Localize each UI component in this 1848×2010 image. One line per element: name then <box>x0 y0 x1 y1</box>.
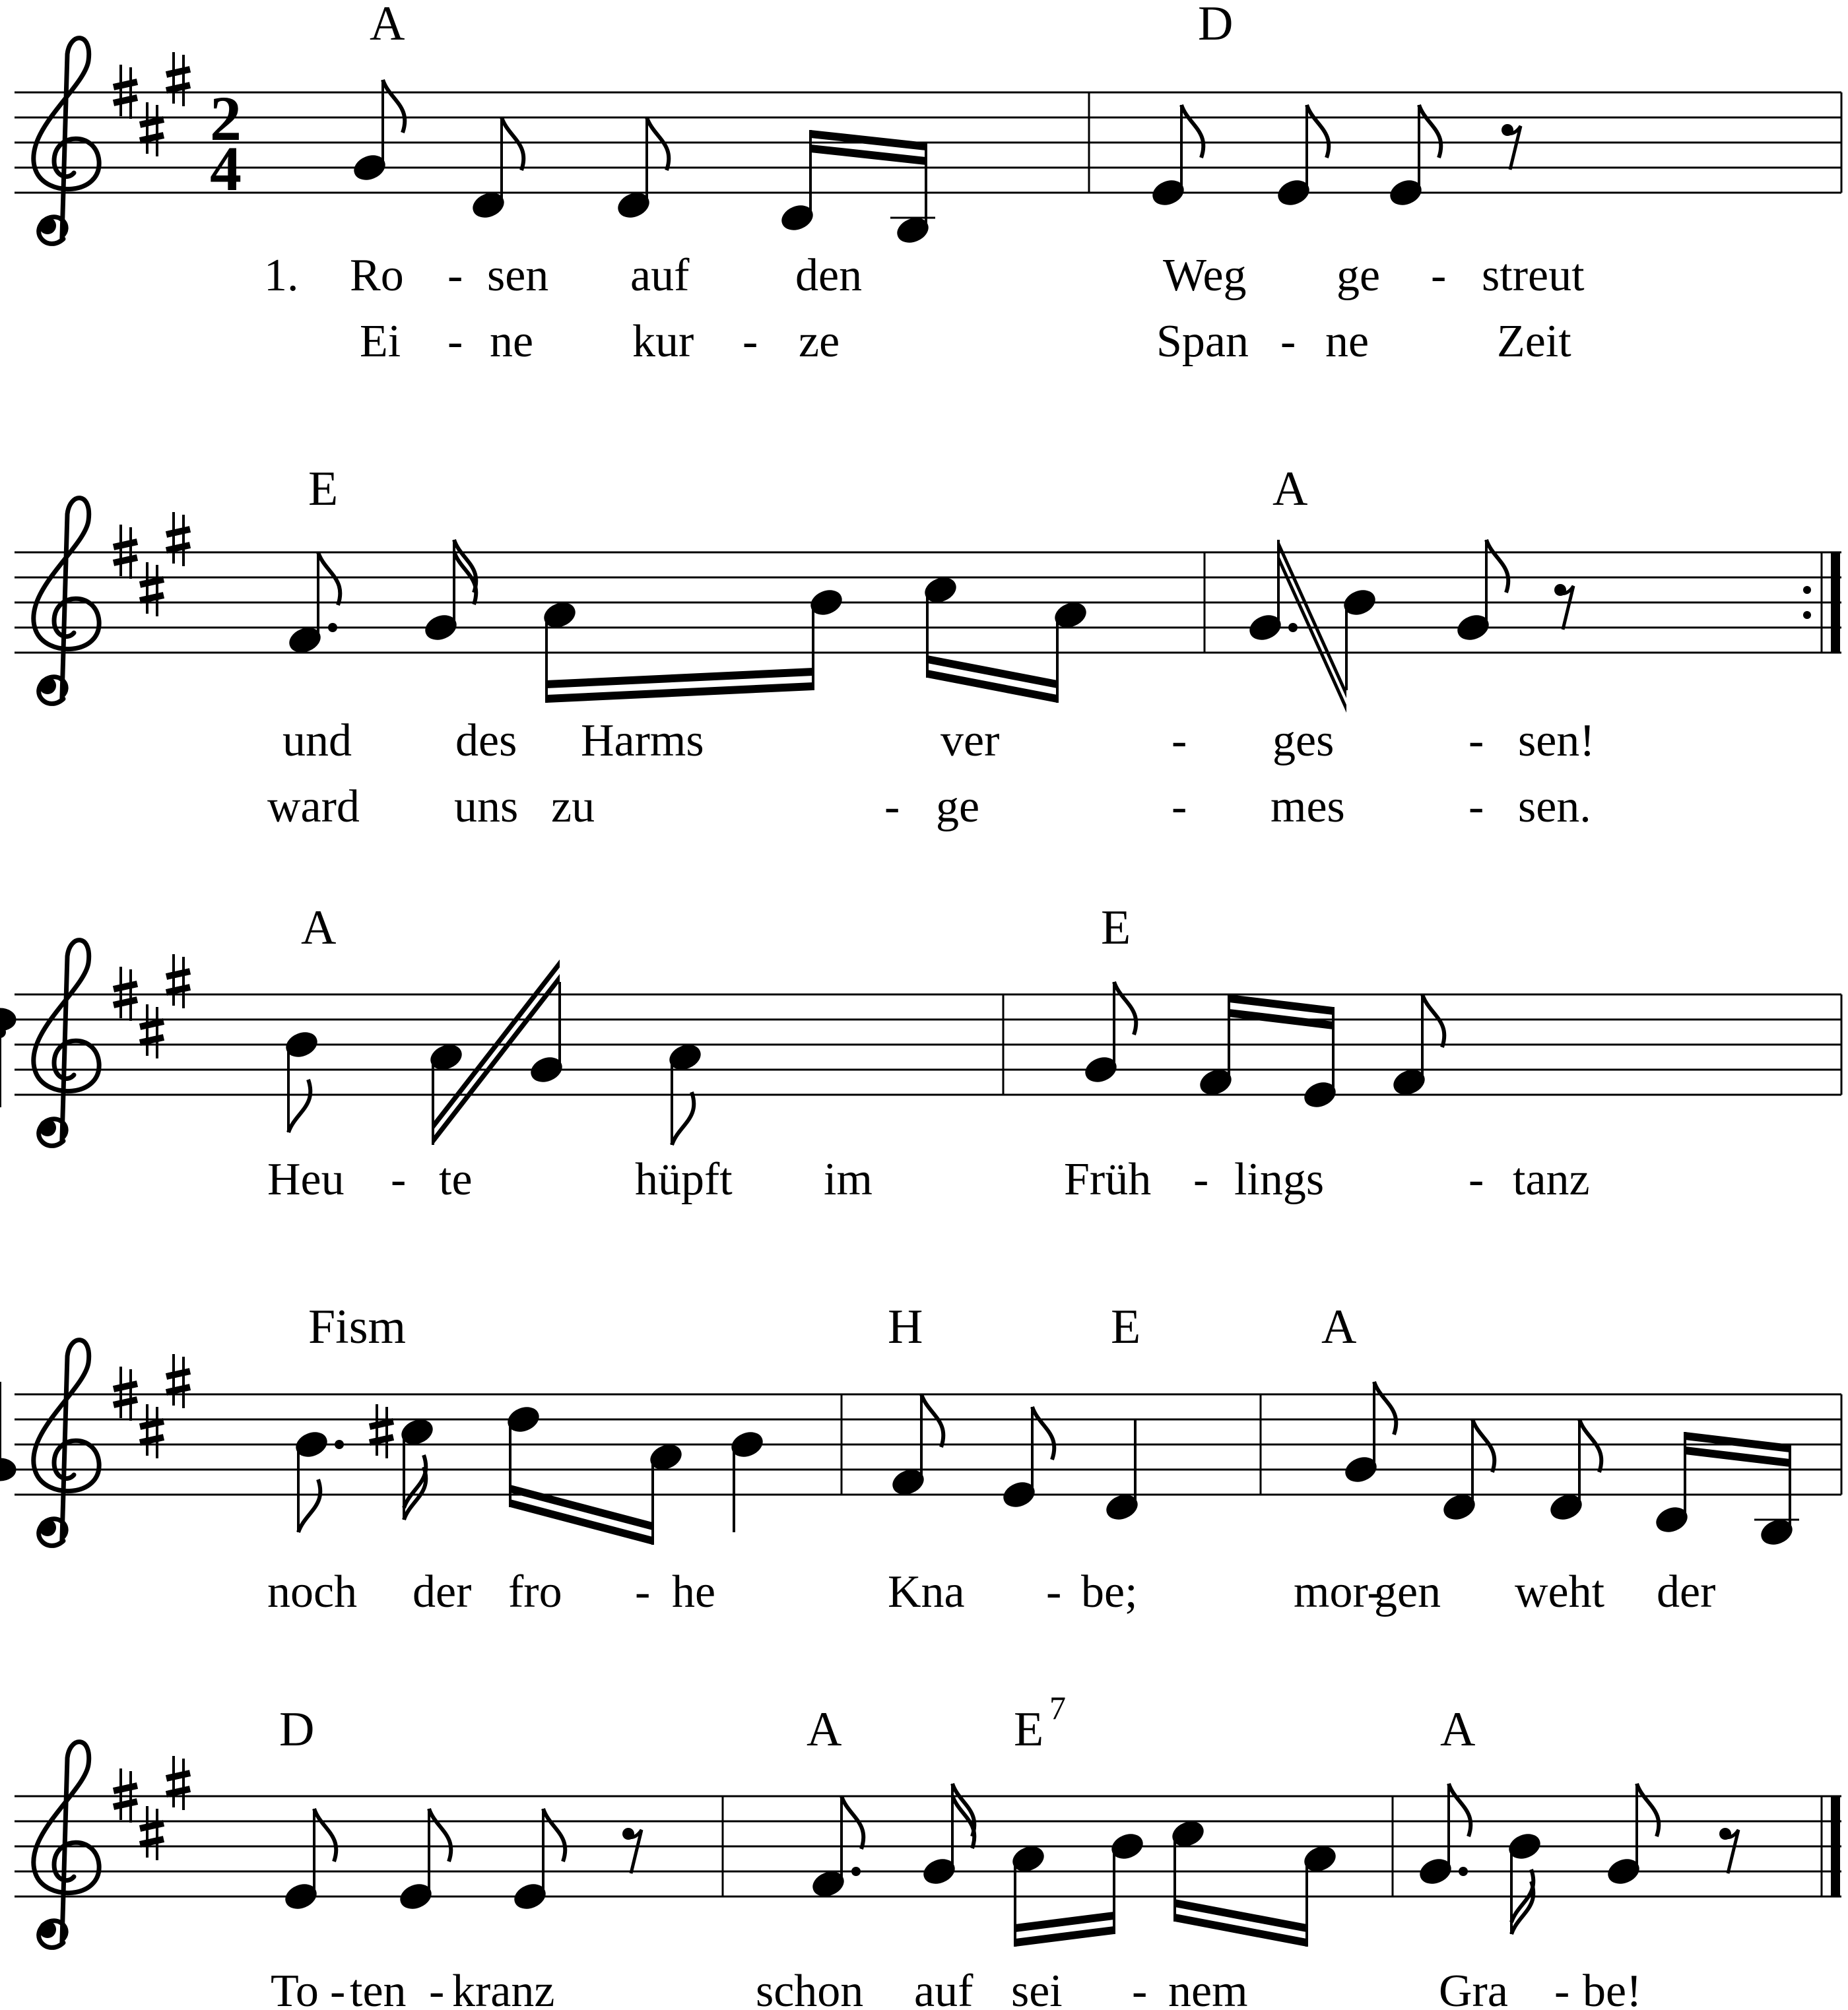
lyric-verse-number: 1. <box>264 250 299 301</box>
key-signature-sharp <box>140 1806 164 1860</box>
lyric-syllable: sen <box>487 250 549 301</box>
lyric-syllable: ne <box>1325 316 1370 367</box>
note <box>1104 1419 1140 1522</box>
lyric-hyphen: - <box>1468 781 1484 832</box>
note-flag <box>647 117 669 170</box>
clef-dot <box>39 677 56 694</box>
note-flag <box>1637 1784 1659 1836</box>
note <box>1247 540 1298 643</box>
chord-symbol: E <box>1014 1702 1044 1757</box>
lyric-syllable: Früh <box>1064 1154 1152 1205</box>
note <box>1441 1419 1495 1522</box>
lyric-syllable: hüpft <box>635 1154 733 1205</box>
note-flag <box>1374 1382 1396 1435</box>
lyric-syllable: kranz <box>452 1966 555 2010</box>
note <box>1507 1831 1543 1934</box>
lyric-hyphen: - <box>1468 1154 1484 1205</box>
beam <box>1175 1899 1307 1947</box>
note <box>648 1442 684 1545</box>
rest-stem <box>1721 1830 1738 1873</box>
lyric-hyphen: - <box>1468 715 1484 766</box>
beam <box>810 130 926 165</box>
chord-symbol: E <box>1111 1300 1141 1354</box>
treble-clef <box>34 1742 99 1948</box>
clef-stroke <box>34 1340 99 1546</box>
lyric-syllable: mor- <box>1294 1567 1383 1617</box>
lyric-syllable: ze <box>799 316 840 367</box>
chord-symbol: D <box>279 1702 315 1757</box>
note <box>1109 1831 1146 1934</box>
note-flag <box>921 1394 943 1447</box>
lyric-syllable: sei <box>1011 1966 1063 2010</box>
sharp-bar <box>114 1786 137 1791</box>
lyric-syllable: ges <box>1272 715 1335 766</box>
sharp-bar <box>114 1000 137 1005</box>
augmentation-dot <box>1288 623 1298 632</box>
chord-symbol: D <box>1198 0 1234 51</box>
clef-stroke <box>34 1742 99 1948</box>
note-flag <box>1486 540 1508 593</box>
note <box>667 1042 704 1145</box>
note-flag <box>842 1796 863 1849</box>
note <box>890 1394 944 1497</box>
note <box>284 1029 320 1132</box>
lyric-syllable: be! <box>1583 1966 1642 2010</box>
note <box>1391 994 1445 1097</box>
lyric-syllable: To <box>271 1966 319 2010</box>
lyric-syllable: gen <box>1374 1567 1441 1617</box>
sharp-bar <box>166 1371 190 1377</box>
lyric-hyphen: - <box>1046 1567 1062 1617</box>
rest-stem <box>1503 126 1521 170</box>
lyric-syllable: zu <box>551 781 595 832</box>
note-flag <box>672 1092 694 1145</box>
note-flag <box>1181 105 1203 158</box>
note-flag <box>298 1479 320 1532</box>
staff-system <box>15 540 1841 713</box>
sharp-bar <box>370 1421 393 1427</box>
staff-system <box>0 959 1841 1145</box>
sharp-bar <box>114 98 137 103</box>
key-signature-sharp <box>140 1404 164 1458</box>
chord-extension: 7 <box>1049 1689 1066 1726</box>
sharp-bar <box>114 1384 137 1389</box>
lyric-syllable: fro <box>508 1567 562 1617</box>
lyric-syllable: sen! <box>1518 715 1595 766</box>
key-signature-sharp <box>140 102 164 156</box>
eighth-rest <box>622 1828 642 1873</box>
sharp-bar <box>166 1773 190 1778</box>
lyric-hyphen: - <box>1280 316 1296 367</box>
note-flag <box>1449 1784 1470 1836</box>
lyric-syllable: im <box>824 1154 873 1205</box>
lyric-syllable: den <box>795 250 863 301</box>
lyric-hyphen: - <box>742 316 758 367</box>
note-flag <box>1579 1419 1601 1472</box>
note-flag <box>288 1080 310 1132</box>
lyric-syllable: nem <box>1168 1966 1248 2010</box>
sharp-bar <box>140 1021 164 1027</box>
note <box>0 1382 15 1480</box>
lyric-hyphen: - <box>1172 715 1187 766</box>
lyric-syllable: te <box>439 1154 473 1205</box>
lyric-hyphen: - <box>447 250 463 301</box>
note-flag <box>543 1809 565 1862</box>
sharp-bar <box>140 1437 164 1443</box>
chord-symbol: A <box>807 1702 842 1757</box>
treble-clef <box>34 940 99 1146</box>
sharp-bar <box>140 119 164 125</box>
sharp-bar <box>166 1789 190 1794</box>
augmentation-dot <box>851 1867 861 1876</box>
repeat-dot <box>1803 586 1811 594</box>
note <box>1548 1419 1602 1522</box>
note-flag <box>1419 105 1441 158</box>
lyric-hyphen: - <box>1554 1966 1570 2010</box>
sharp-bar <box>166 1387 190 1392</box>
note <box>810 1796 864 1899</box>
key-signature-sharp <box>166 52 190 106</box>
chord-symbol: Fism <box>308 1300 407 1354</box>
augmentation-dot <box>335 1440 344 1449</box>
note-flag <box>502 117 523 170</box>
clef-dot <box>39 1519 56 1536</box>
rest-stem <box>1556 586 1573 630</box>
lyric-syllable: Kna <box>888 1567 965 1617</box>
treble-clef <box>34 1340 99 1546</box>
lyric-syllable: und <box>282 715 352 766</box>
sharp-bar <box>140 1421 164 1427</box>
lyric-syllable: Span <box>1156 316 1249 367</box>
clef-dot <box>39 1921 56 1938</box>
lyric-syllable: uns <box>454 781 519 832</box>
note-flag <box>1114 982 1136 1035</box>
rest-stem <box>624 1830 642 1873</box>
lyric-syllable: des <box>455 715 517 766</box>
key-signature-sharp <box>166 512 190 566</box>
note-flag <box>383 80 405 133</box>
text-layer <box>264 0 1715 2010</box>
beam <box>927 655 1057 703</box>
note <box>1418 1784 1471 1887</box>
lyric-hyphen: - <box>884 781 900 832</box>
key-signature-sharp <box>140 1004 164 1058</box>
lyric-syllable: noch <box>267 1567 358 1617</box>
lyric-syllable: Ro <box>350 250 404 301</box>
eighth-rest <box>1502 124 1521 170</box>
lyric-hyphen: - <box>1193 1154 1209 1205</box>
clef-dot <box>39 1119 56 1136</box>
treble-clef <box>34 38 99 244</box>
lyric-syllable: Ei <box>360 316 401 367</box>
staff-system <box>0 1382 1841 1547</box>
note <box>1302 1844 1338 1947</box>
lyric-syllable: Heu <box>267 1154 345 1205</box>
chord-symbol: A <box>301 901 337 955</box>
sharp-bar <box>166 529 190 535</box>
augmentation-dot <box>328 623 337 632</box>
lyric-syllable: auf <box>630 250 690 301</box>
sharp-bar <box>166 971 190 977</box>
lyric-syllable: schon <box>756 1966 864 2010</box>
key-signature-sharp <box>166 1354 190 1408</box>
sharp-bar <box>114 82 137 87</box>
note-flag <box>1472 1419 1494 1472</box>
lyric-syllable: mes <box>1270 781 1345 832</box>
beam <box>1685 1432 1790 1467</box>
lyric-syllable: kur <box>632 316 694 367</box>
lyric-syllable: sen. <box>1518 781 1591 832</box>
lyric-syllable: be; <box>1081 1567 1138 1617</box>
chord-symbol: A <box>370 0 405 51</box>
lyric-syllable: lings <box>1234 1154 1325 1205</box>
key-signature-sharp <box>166 1756 190 1810</box>
time-signature-denominator: 4 <box>210 133 242 204</box>
chord-symbol: E <box>1101 901 1131 955</box>
note <box>1342 587 1378 690</box>
augmentation-dot <box>1459 1867 1468 1876</box>
note-flag <box>1422 994 1444 1047</box>
lyric-hyphen: - <box>635 1567 651 1617</box>
lyric-syllable: der <box>1657 1567 1716 1617</box>
lyric-hyphen: - <box>1132 1966 1148 2010</box>
lyric-syllable: ge <box>936 781 980 832</box>
note <box>779 130 816 233</box>
repeat-dot <box>1803 611 1811 619</box>
note <box>0 1009 15 1107</box>
sharp-bar <box>140 1037 164 1043</box>
beam-bar <box>1278 540 1346 698</box>
lyric-syllable: Weg <box>1163 250 1247 301</box>
note <box>1053 600 1089 703</box>
lyric-hyphen: - <box>447 316 463 367</box>
note <box>1198 994 1234 1097</box>
sharp-bar <box>114 984 137 989</box>
sharp-bar <box>140 135 164 141</box>
clef-stroke <box>34 940 99 1146</box>
sharp-bar <box>140 595 164 600</box>
barline-thick <box>1831 552 1840 653</box>
note <box>1654 1432 1690 1535</box>
lyric-syllable: ten <box>350 1966 407 2010</box>
note <box>294 1429 344 1532</box>
chord-symbol: A <box>1321 1300 1357 1354</box>
lyric-syllable: Zeit <box>1497 316 1571 367</box>
note-flag <box>314 1809 336 1862</box>
treble-clef <box>34 498 99 704</box>
note-flag <box>1307 105 1329 158</box>
lyric-hyphen: - <box>1431 250 1447 301</box>
lyric-syllable: ne <box>490 316 534 367</box>
note <box>616 117 669 220</box>
sharp-bar <box>166 987 190 992</box>
note <box>808 587 845 690</box>
clef-stroke <box>34 38 99 244</box>
sharp-bar <box>114 558 137 563</box>
sharp-bar <box>140 1839 164 1844</box>
note <box>471 117 524 220</box>
sharp-bar <box>370 1437 393 1443</box>
sharp-bar <box>140 1823 164 1829</box>
note <box>729 1429 766 1532</box>
lyric-syllable: he <box>672 1567 716 1617</box>
staff-system <box>15 1784 1841 1947</box>
lyric-syllable: der <box>412 1567 472 1617</box>
clef-stroke <box>34 498 99 704</box>
sharp-bar <box>166 85 190 90</box>
chord-symbol: A <box>1272 462 1308 516</box>
chord-symbol: H <box>888 1300 923 1354</box>
note-flag <box>429 1809 451 1862</box>
note-flag <box>1032 1407 1054 1460</box>
key-signature-sharp <box>166 954 190 1008</box>
beam <box>1229 994 1333 1029</box>
sharp-bar <box>114 542 137 547</box>
lyric-hyphen: - <box>330 1966 346 2010</box>
sharp-bar <box>166 69 190 75</box>
note <box>399 1417 436 1520</box>
lyric-syllable: ward <box>267 781 360 832</box>
chord-symbol: E <box>308 462 339 516</box>
sharp-bar <box>114 1400 137 1405</box>
lyric-syllable: ge <box>1336 250 1381 301</box>
lyric-hyphen: - <box>429 1966 445 2010</box>
time-signature-numerator: 2 <box>210 83 242 154</box>
lyric-syllable: Gra <box>1439 1966 1508 2010</box>
sharp-bar <box>166 545 190 550</box>
note-flag <box>318 552 340 605</box>
key-signature-sharp <box>140 562 164 616</box>
staff-system <box>15 80 1841 245</box>
eighth-rest <box>1554 584 1573 630</box>
eighth-rest <box>1719 1828 1738 1873</box>
lyric-syllable: auf <box>914 1966 974 2010</box>
barline-thick <box>1831 1796 1840 1897</box>
sharp-bar <box>140 579 164 585</box>
notehead <box>0 1459 15 1480</box>
lyric-syllable: ver <box>940 715 1000 766</box>
lyric-syllable: streut <box>1482 250 1585 301</box>
chord-symbol: A <box>1440 1702 1476 1757</box>
sharp-bar <box>114 1801 137 1807</box>
lyric-hyphen: - <box>1172 781 1187 832</box>
lyric-syllable: weht <box>1515 1567 1605 1617</box>
clef-dot <box>39 217 56 234</box>
accidental-sharp <box>370 1404 393 1458</box>
note <box>287 552 341 655</box>
beam <box>546 668 813 703</box>
lyric-hyphen: - <box>391 1154 407 1205</box>
lyric-syllable: Harms <box>581 715 704 766</box>
lyric-syllable: tanz <box>1513 1154 1590 1205</box>
beam <box>1015 1912 1114 1947</box>
